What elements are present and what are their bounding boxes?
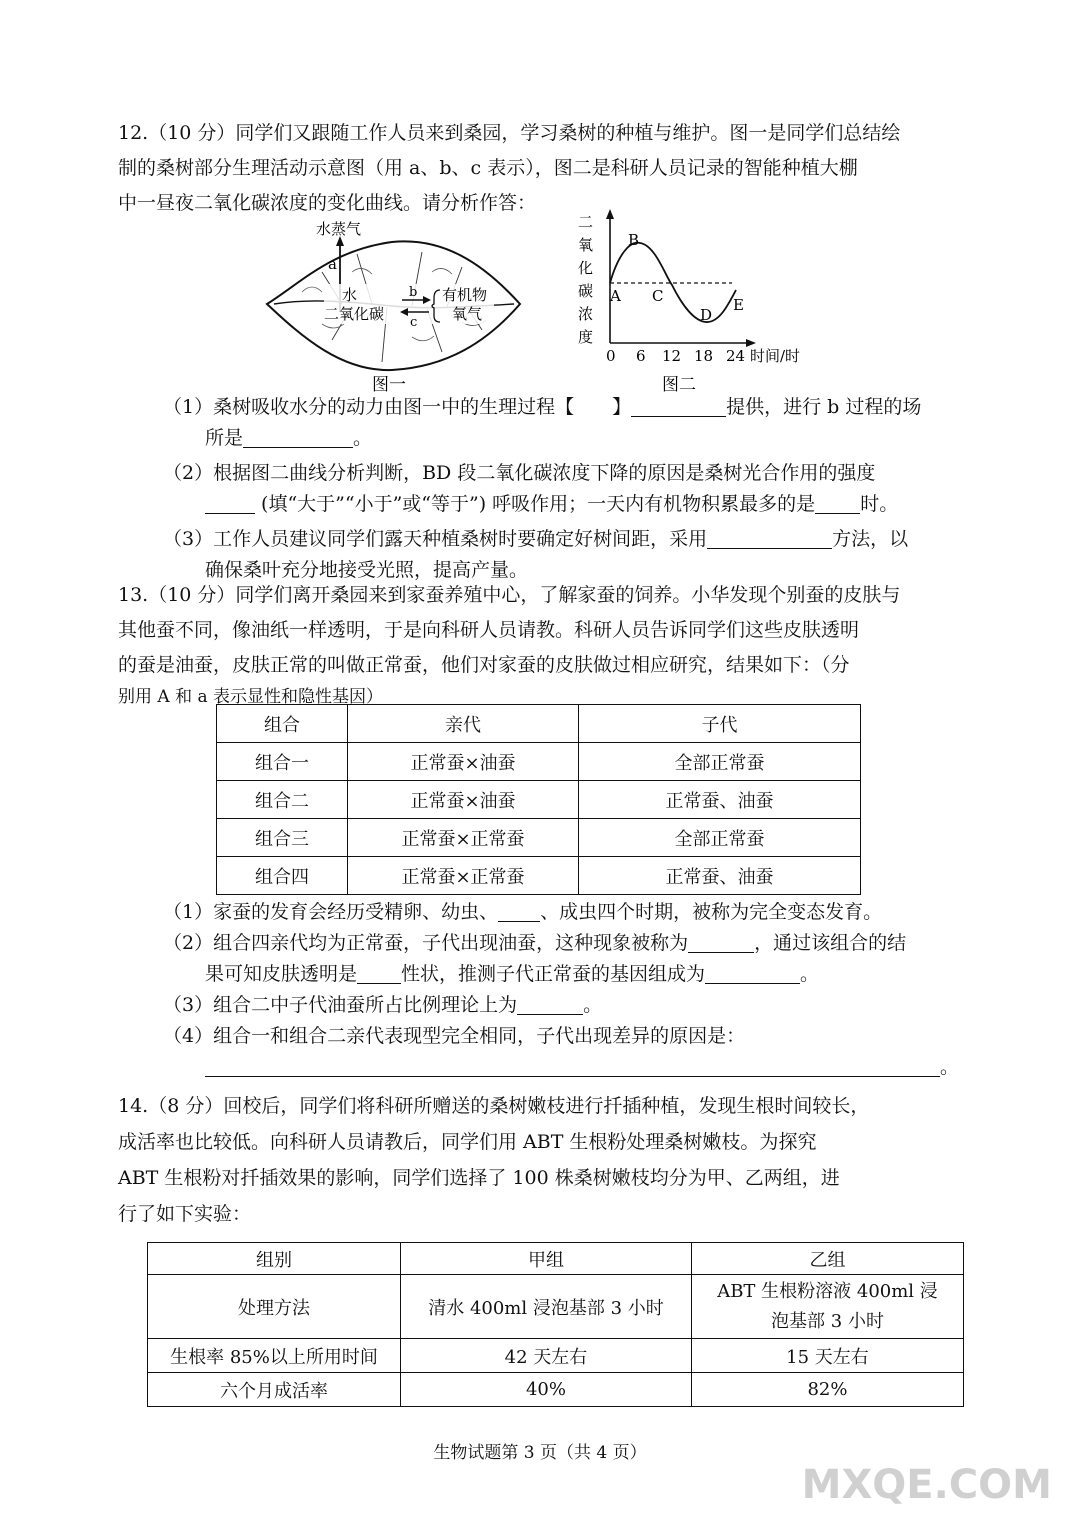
q14-cell-line-2: 泡基部 3 小时: [771, 1310, 884, 1332]
q13-line-1: 13.（10 分）同学们离开桑园来到家蚕养殖中心，了解家蚕的饲养。小华发现个别蚕的皮肤与: [118, 584, 901, 606]
table-row: 六个月成活率 40% 82%: [148, 1373, 964, 1407]
table-row: 组别 甲组 乙组: [148, 1243, 964, 1275]
q13-line-4: 别用 A 和 a 表示显性和隐性基因）: [118, 687, 384, 707]
q12-sub2-line1: （2）根据图二曲线分析判断，BD 段二氧化碳浓度下降的原因是桑树光合作用的强度: [163, 462, 876, 484]
fig2-point-c: C: [652, 287, 664, 305]
q12-blank-5[interactable]: [707, 528, 832, 549]
svg-text:度: 度: [578, 328, 594, 346]
q13-blank-4[interactable]: [705, 963, 800, 984]
fig2-tick-24: 24: [726, 347, 746, 365]
fig1-label-vapor: 水蒸气: [316, 220, 362, 238]
svg-text:浓: 浓: [578, 305, 594, 323]
fig1-label-a: a: [328, 255, 337, 273]
fig2-tick-18: 18: [694, 347, 714, 365]
q12-blank-2[interactable]: [243, 427, 353, 448]
q13-sub4-line1: （4）组合一和组合二亲代表现型完全相同，子代出现差异的原因是：: [163, 1025, 746, 1047]
q13-sub1: （1）家蚕的发育会经历受精卵、幼虫、 、成虫四个时期，被称为完全变态发育。: [163, 901, 883, 923]
q12-subquestions: [163, 392, 968, 586]
svg-text:碳: 碳: [578, 282, 594, 300]
q13-blank-1[interactable]: [498, 901, 540, 922]
watermark: MXQE.COM: [801, 1462, 1052, 1508]
q13-sub2-line2: 果可知皮肤透明是 性状，推测子代正常蚕的基因组成为 。: [205, 963, 820, 985]
q13-sub3: （3）组合二中子代油蚕所占比例理论上为 。: [163, 994, 603, 1016]
q13-sub4-line2: 。: [163, 1052, 968, 1083]
page-footer: 生物试题第 3 页（共 4 页）: [433, 1443, 647, 1463]
fig2-tick-12: 12: [662, 347, 682, 365]
svg-text:二: 二: [578, 213, 594, 231]
fig2-tick-0: 0: [606, 347, 616, 365]
q13-subquestions: [163, 897, 968, 1083]
fig1-label-b: b: [409, 285, 418, 300]
q13-blank-3[interactable]: [357, 963, 401, 984]
q13-line-2: 其他蚕不同，像油纸一样透明，于是向科研人员请教。科研人员告诉同学们这些皮肤透明: [118, 619, 860, 641]
fig2-y-label: [578, 213, 593, 346]
fig1-label-co2: 二氧化碳: [324, 305, 385, 323]
table-row: 组合一 正常蚕×油蚕 全部正常蚕: [217, 743, 861, 781]
q14-cell-line-1: ABT 生根粉溶液 400ml 浸: [717, 1280, 938, 1302]
q13-blank-2[interactable]: [688, 932, 754, 953]
q12-blank-1[interactable]: [631, 396, 726, 417]
table-row: 组合三 正常蚕×正常蚕 全部正常蚕: [217, 819, 861, 857]
svg-text:化: 化: [578, 259, 594, 277]
question-14-stem: [118, 1088, 968, 1232]
fig1-label-oxygen: 氧气: [452, 305, 483, 323]
q12-sub1-line2: 所是 。: [205, 427, 373, 449]
q12-sub3-line1: （3）工作人员建议同学们露天种植桑树时要确定好树间距，采用 方法，以: [163, 528, 909, 550]
q13-silkworm-table: [216, 704, 861, 895]
q14-experiment-table: [147, 1242, 964, 1407]
q12-line-3: 中一昼夜二氧化碳浓度的变化曲线。请分析作答：: [118, 192, 537, 214]
q14-line-4: 行了如下实验：: [118, 1203, 252, 1225]
fig1-caption: 图一: [372, 375, 406, 395]
question-12-stem: [118, 116, 968, 221]
fig2-point-b: B: [628, 231, 640, 249]
q12-sub2-line2: (填“大于”“小于”或“等于”) 呼吸作用；一天内有机物积累最多的是 时。: [163, 489, 968, 520]
figure-1-leaf-diagram: [262, 212, 527, 397]
q12-blank-3[interactable]: [205, 493, 255, 514]
table-row: 处理方法 清水 400ml 浸泡基部 3 小时 ABT 生根粉溶液 400ml 浸 泡基部 3 小时: [148, 1275, 964, 1339]
q12-line-2: 制的桑树部分生理活动示意图（用 a、b、c 表示），图二是科研人员记录的智能种植大棚: [118, 157, 858, 179]
question-13-stem: [118, 578, 968, 711]
q12-sub3-line2: 确保桑叶充分地接受光照，提高产量。: [205, 559, 529, 581]
q13-line-3: 的蚕是油蚕，皮肤正常的叫做正常蚕，他们对家蚕的皮肤做过相应研究，结果如下：（分: [118, 654, 850, 676]
svg-text:氧: 氧: [578, 236, 594, 254]
q14-line-3: ABT 生根粉对扦插效果的影响，同学们选择了 100 株桑树嫩枝均分为甲、乙两组，进: [118, 1167, 840, 1189]
table-row: 组合 亲代 子代: [217, 705, 861, 743]
fig2-tick-6: 6: [636, 347, 646, 365]
fig2-point-d: D: [700, 306, 713, 324]
table-row: 组合四 正常蚕×正常蚕 正常蚕、油蚕: [217, 857, 861, 895]
q12-line-1: 12.（10 分）同学们又跟随工作人员来到桑园，学习桑树的种植与维护。图一是同学们总结绘: [118, 122, 901, 144]
fig2-x-unit: 时间/时: [750, 347, 801, 365]
table-row: 组合二 正常蚕×油蚕 正常蚕、油蚕: [217, 781, 861, 819]
table-row: 生根率 85%以上所用时间 42 天左右 15 天左右: [148, 1339, 964, 1373]
fig2-point-a: A: [610, 287, 621, 305]
q12-blank-4[interactable]: [815, 493, 860, 514]
fig2-point-e: E: [733, 296, 744, 314]
q13-blank-5[interactable]: [517, 994, 583, 1015]
fig1-label-water: 水: [342, 286, 358, 304]
fig1-label-c: c: [410, 315, 418, 330]
q14-line-2: 成活率也比较低。向科研人员请教后，同学们用 ABT 生根粉处理桑树嫩枝。为探究: [118, 1131, 817, 1153]
q12-sub1-line1: （1）桑树吸收水分的动力由图一中的生理过程【 】 提供，进行 b 过程的场: [163, 396, 922, 418]
figure-2-co2-curve: [570, 205, 820, 397]
fig1-label-organic: 有机物: [442, 286, 488, 304]
q14-line-1: 14.（8 分）回校后，同学们将科研所赠送的桑树嫩枝进行扦插种植，发现生根时间较长，: [118, 1095, 870, 1117]
q13-blank-6[interactable]: [205, 1056, 940, 1077]
fig2-caption: 图二: [662, 375, 696, 395]
q13-sub2-line1: （2）组合四亲代均为正常蚕，子代出现油蚕，这种现象被称为 ，通过该组合的结: [163, 932, 907, 954]
